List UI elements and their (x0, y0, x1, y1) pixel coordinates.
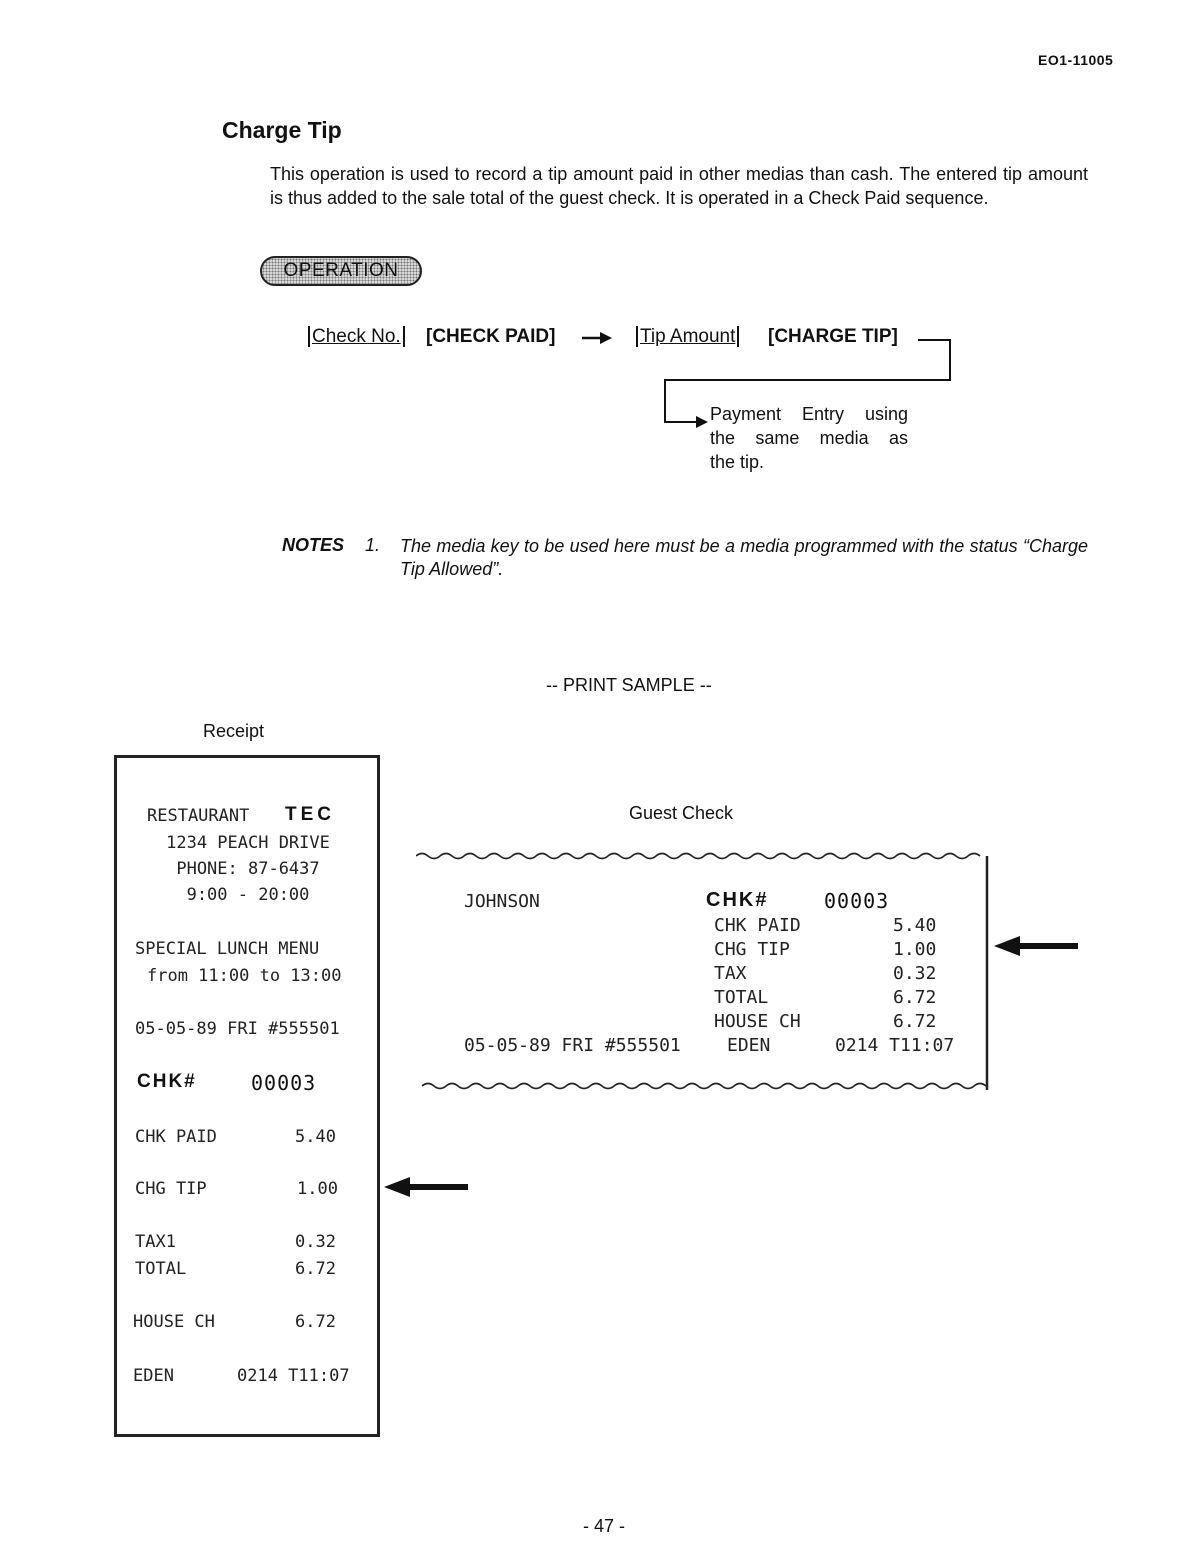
guest-row-label: TOTAL (714, 987, 769, 1008)
notes-text: The media key to be used here must be a media programmed with the status “Charge Tip Allowed”. (400, 536, 1088, 579)
receipt-menu-title: SPECIAL LUNCH MENU (135, 939, 320, 959)
receipt-chk-label: CHK# (137, 1071, 197, 1092)
guest-row-value: 0.32 (893, 963, 937, 984)
operation-badge (260, 256, 422, 286)
receipt (114, 755, 380, 1437)
guest-row-value: 6.72 (893, 1011, 937, 1032)
receipt-phone: PHONE: 87-6437 (176, 859, 320, 879)
key-check-no-label: Check No. (308, 326, 405, 347)
intro-paragraph: This operation is used to record a tip amount paid in other medias than cash. The entered tip amount is thus added to the sale total of the guest check. It is operated in a Check Paid sequence. (270, 164, 1088, 208)
receipt-hours: 9:00 - 20:00 (186, 885, 310, 905)
receipt-row-label: TOTAL (135, 1259, 187, 1279)
flow-note (710, 402, 908, 474)
receipt-row-value: 0.32 (295, 1232, 336, 1252)
guest-row-label: CHK PAID (714, 915, 801, 936)
receipt-row-label: HOUSE CH (133, 1312, 215, 1332)
flow-note-line: the tip. (710, 452, 765, 472)
receipt-address: 1234 PEACH DRIVE (166, 833, 330, 853)
receipt-date-line: 05-05-89 FRI #555501 (135, 1019, 340, 1039)
page-number: - 47 - (583, 1516, 626, 1536)
guest-check-label: Guest Check (629, 803, 734, 823)
notes-number: 1. (365, 535, 381, 555)
guest-clerk: EDEN (727, 1035, 771, 1056)
receipt-row-value: 5.40 (295, 1127, 336, 1147)
guest-row-value: 5.40 (893, 915, 937, 936)
key-check-no (308, 326, 405, 348)
key-check-paid: [CHECK PAID] (426, 326, 556, 347)
guest-time: 0214 T11:07 (835, 1035, 955, 1056)
receipt-row-value: 6.72 (295, 1312, 336, 1332)
receipt-row-label: CHK PAID (135, 1127, 217, 1147)
receipt-row-value: 6.72 (295, 1259, 336, 1279)
flow-note-line: Payment Entry using (710, 404, 908, 424)
guest-row-value: 1.00 (893, 939, 937, 960)
section-title: Charge Tip (222, 117, 342, 143)
receipt-time: 0214 T11:07 (237, 1366, 350, 1386)
receipt-store-name: RESTAURANT (147, 806, 250, 826)
guest-row-label: TAX (714, 963, 747, 984)
notes-label: NOTES (282, 535, 345, 555)
guest-chk-label: CHK# (706, 889, 769, 911)
key-charge-tip: [CHARGE TIP] (768, 326, 898, 347)
print-sample-heading: -- PRINT SAMPLE -- (546, 675, 712, 695)
guest-row-label: CHG TIP (714, 939, 790, 960)
guest-chk-number: 00003 (824, 889, 890, 913)
document-id: EO1-11005 (1038, 52, 1114, 68)
receipt-row-value: 1.00 (297, 1179, 338, 1199)
flow-arrow-icon (582, 330, 614, 346)
receipt-chk-number: 00003 (251, 1071, 317, 1095)
receipt-clerk: EDEN (133, 1366, 174, 1386)
guest-date-line: 05-05-89 FRI #555501 (464, 1035, 681, 1056)
receipt-menu-hours: from 11:00 to 13:00 (147, 966, 342, 986)
receipt-row-label: TAX1 (135, 1232, 176, 1252)
key-tip-amount-label: Tip Amount (636, 326, 739, 347)
receipt-store-brand: TEC (285, 804, 335, 825)
guest-row-value: 6.72 (893, 987, 937, 1008)
receipt-row-label: CHG TIP (135, 1179, 207, 1199)
receipt-highlight-arrow-icon (384, 1176, 470, 1198)
receipt-label: Receipt (203, 721, 265, 741)
guest-highlight-arrow-icon (994, 935, 1080, 957)
guest-row-label: HOUSE CH (714, 1011, 801, 1032)
operation-badge-label: OPERATION (283, 260, 399, 281)
flow-note-line: the same media as (710, 428, 908, 448)
guest-name: JOHNSON (464, 891, 540, 912)
